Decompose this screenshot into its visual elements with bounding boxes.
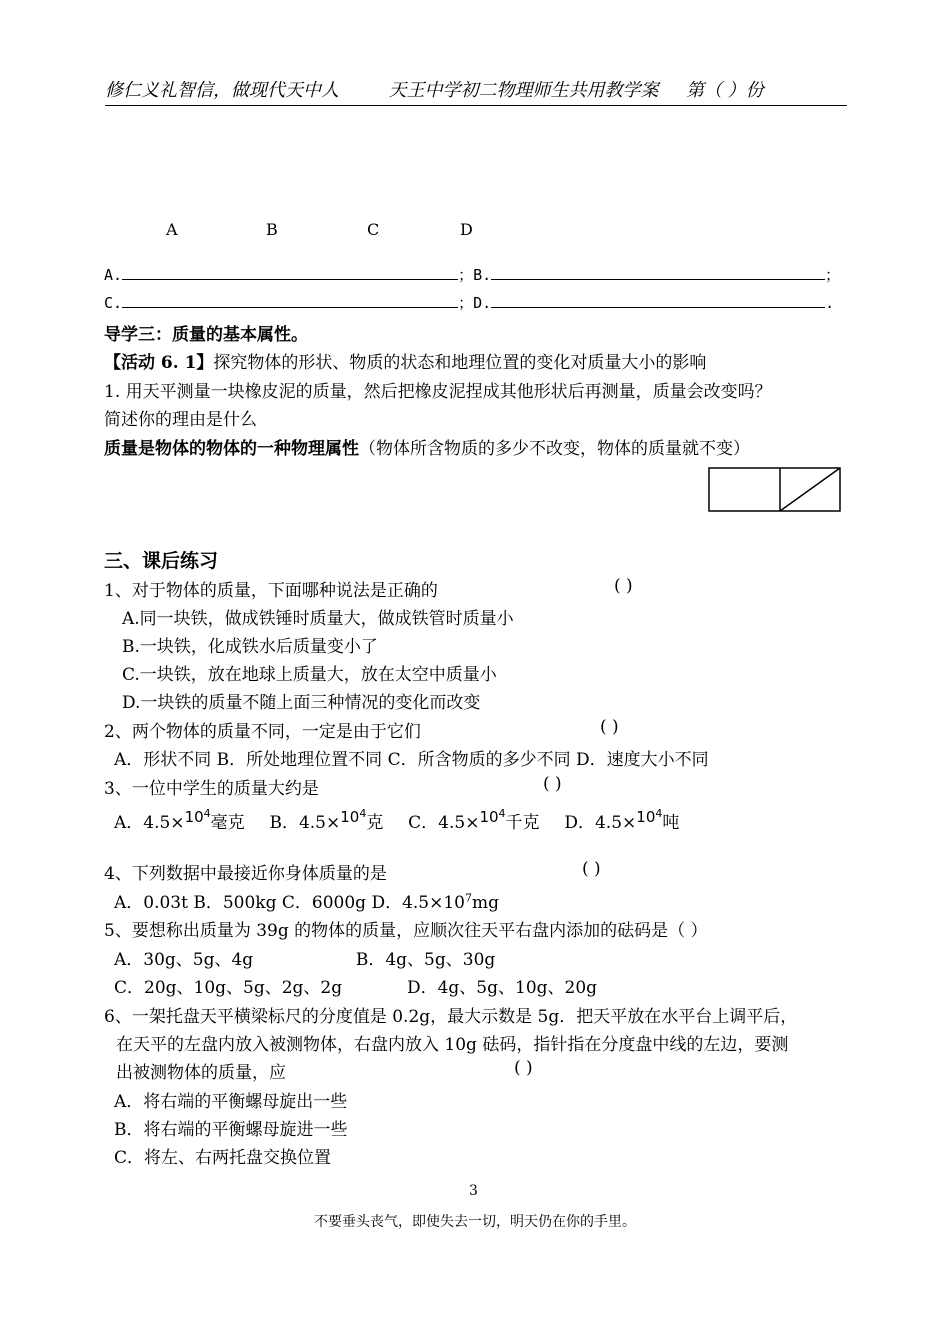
conclusion-line — [104, 434, 750, 459]
question-1: 1、对于物体的质量，下面哪种说法是正确的 — [104, 581, 438, 601]
answer-c-blank[interactable] — [122, 293, 458, 308]
section-title: 导学三：质量的基本属性。 — [104, 325, 308, 345]
activity-tag: 【活动 6. 1】 — [104, 353, 214, 373]
option-c: C.一块铁，放在地球上质量大，放在太空中质量小 — [122, 665, 497, 685]
exponent: 7 — [465, 891, 472, 905]
conclusion-bold: 质量是物体的物体的一种物理属性 — [104, 439, 359, 459]
question-text: 简述你的理由是什么 — [104, 410, 257, 430]
answer-c-label: C. — [104, 294, 123, 312]
footer-quote: 不要垂头丧气，即使失去一切，明天仍在你的手里。 — [314, 1214, 636, 1230]
figure-label-d: D — [460, 220, 473, 239]
answer-b-blank[interactable] — [491, 265, 825, 280]
question-6-cont: 在天平的左盘内放入被测物体，右盘内放入 10g 砝码，指针指在分度盘中线的左边，要测 — [116, 1035, 789, 1055]
answer-d-blank[interactable] — [491, 293, 825, 308]
header-school: 天王中学初二物理师生共用教学案 — [388, 80, 659, 101]
header-motto: 修仁义礼智信，做现代天中人 — [105, 80, 339, 101]
option-d: D．4.5× — [564, 813, 637, 833]
options-row: A．形状不同 B．所处地理位置不同 C．所含物质的多少不同 D．速度大小不同 — [114, 750, 709, 770]
question-text: 1. 用天平测量一块橡皮泥的质量，然后把橡皮泥捏成其他形状后再测量，质量会改变吗？ — [104, 382, 772, 402]
answer-b-label: ；B. — [458, 266, 492, 284]
option-c: C．将左、右两托盘交换位置 — [114, 1148, 332, 1168]
options-row — [114, 807, 679, 833]
option-b-unit: 克 — [366, 813, 384, 833]
conclusion-rest: （物体所含物质的多少不改变，物体的质量就不变） — [359, 439, 750, 459]
answer-d-label: ；D. — [458, 294, 492, 312]
question-2: 2、两个物体的质量不同，一定是由于它们 — [104, 722, 421, 742]
option-a: A．将右端的平衡螺母旋出一些 — [114, 1092, 348, 1112]
answer-paren[interactable]: ( ) — [543, 774, 562, 794]
activity-text: 探究物体的形状、物质的状态和地理位置的变化对质量大小的影响 — [213, 353, 707, 373]
figure-label-b: B — [266, 220, 278, 239]
option-a: A．4.5× — [114, 813, 185, 833]
question-6-cont: 出被测物体的质量，应 — [116, 1063, 286, 1083]
answer-a-blank[interactable] — [122, 265, 458, 280]
power-of-ten: $10^4$ — [636, 807, 663, 826]
answer-d-end: . — [825, 294, 835, 312]
option-a: A.同一块铁，做成铁锤时质量大，做成铁管时质量小 — [122, 609, 514, 629]
option-c: C．4.5× — [408, 813, 480, 833]
option-d-unit: 吨 — [662, 813, 680, 833]
option-d: D.一块铁的质量不随上面三种情况的变化而改变 — [122, 693, 481, 713]
question-3: 3、一位中学生的质量大约是 — [104, 779, 319, 799]
activity-line — [104, 348, 706, 373]
option-b: B．将右端的平衡螺母旋进一些 — [114, 1120, 348, 1140]
answer-line-cd — [104, 292, 834, 313]
page-header — [105, 76, 847, 106]
answer-b-end: ； — [825, 266, 841, 284]
practice-title: 三、课后练习 — [104, 550, 219, 572]
answer-line-ab — [104, 264, 840, 285]
question-4: 4、下列数据中最接近你身体质量的是 — [104, 864, 387, 884]
power-of-ten: $10^4$ — [340, 807, 367, 826]
answer-paren[interactable]: ( ) — [614, 576, 633, 596]
option-b: B．4.5× — [269, 813, 341, 833]
header-copy: 第（ ）份 — [685, 80, 764, 101]
page-number: 3 — [469, 1183, 478, 1199]
option-c-unit: 千克 — [505, 813, 540, 833]
option-b: B.一块铁，化成铁水后质量变小了 — [122, 637, 378, 657]
options-row: A．0.03t B．500kg C．6000g D．$4.5\times 10^7mg$ — [114, 891, 500, 913]
question-6: 6、一架托盘天平横梁标尺的分度值是 0.2g，最大示数是 5g．把天平放在水平台上调平后， — [104, 1007, 798, 1027]
answer-paren[interactable]: ( ) — [582, 859, 601, 879]
question-5: 5、要想称出质量为 39g 的物体的质量，应顺次往天平右盘内添加的砝码是（ ） — [104, 921, 708, 941]
score-box — [708, 467, 841, 512]
power-of-ten: $10^4$ — [184, 807, 211, 826]
answer-paren[interactable]: ( ) — [514, 1058, 533, 1078]
power-of-ten: $10^4$ — [479, 807, 506, 826]
options-row: A．30g、5g、4g B．4g、5g、30g — [114, 950, 496, 970]
options-row: C．20g、10g、5g、2g、2g D．4g、5g、10g、20g — [114, 978, 598, 998]
option-a-unit: 毫克 — [210, 813, 245, 833]
answer-paren[interactable]: ( ) — [600, 717, 619, 737]
figure-label-c: C — [367, 220, 380, 239]
answer-a-label: A. — [104, 266, 123, 284]
figure-label-a: A — [166, 220, 178, 239]
